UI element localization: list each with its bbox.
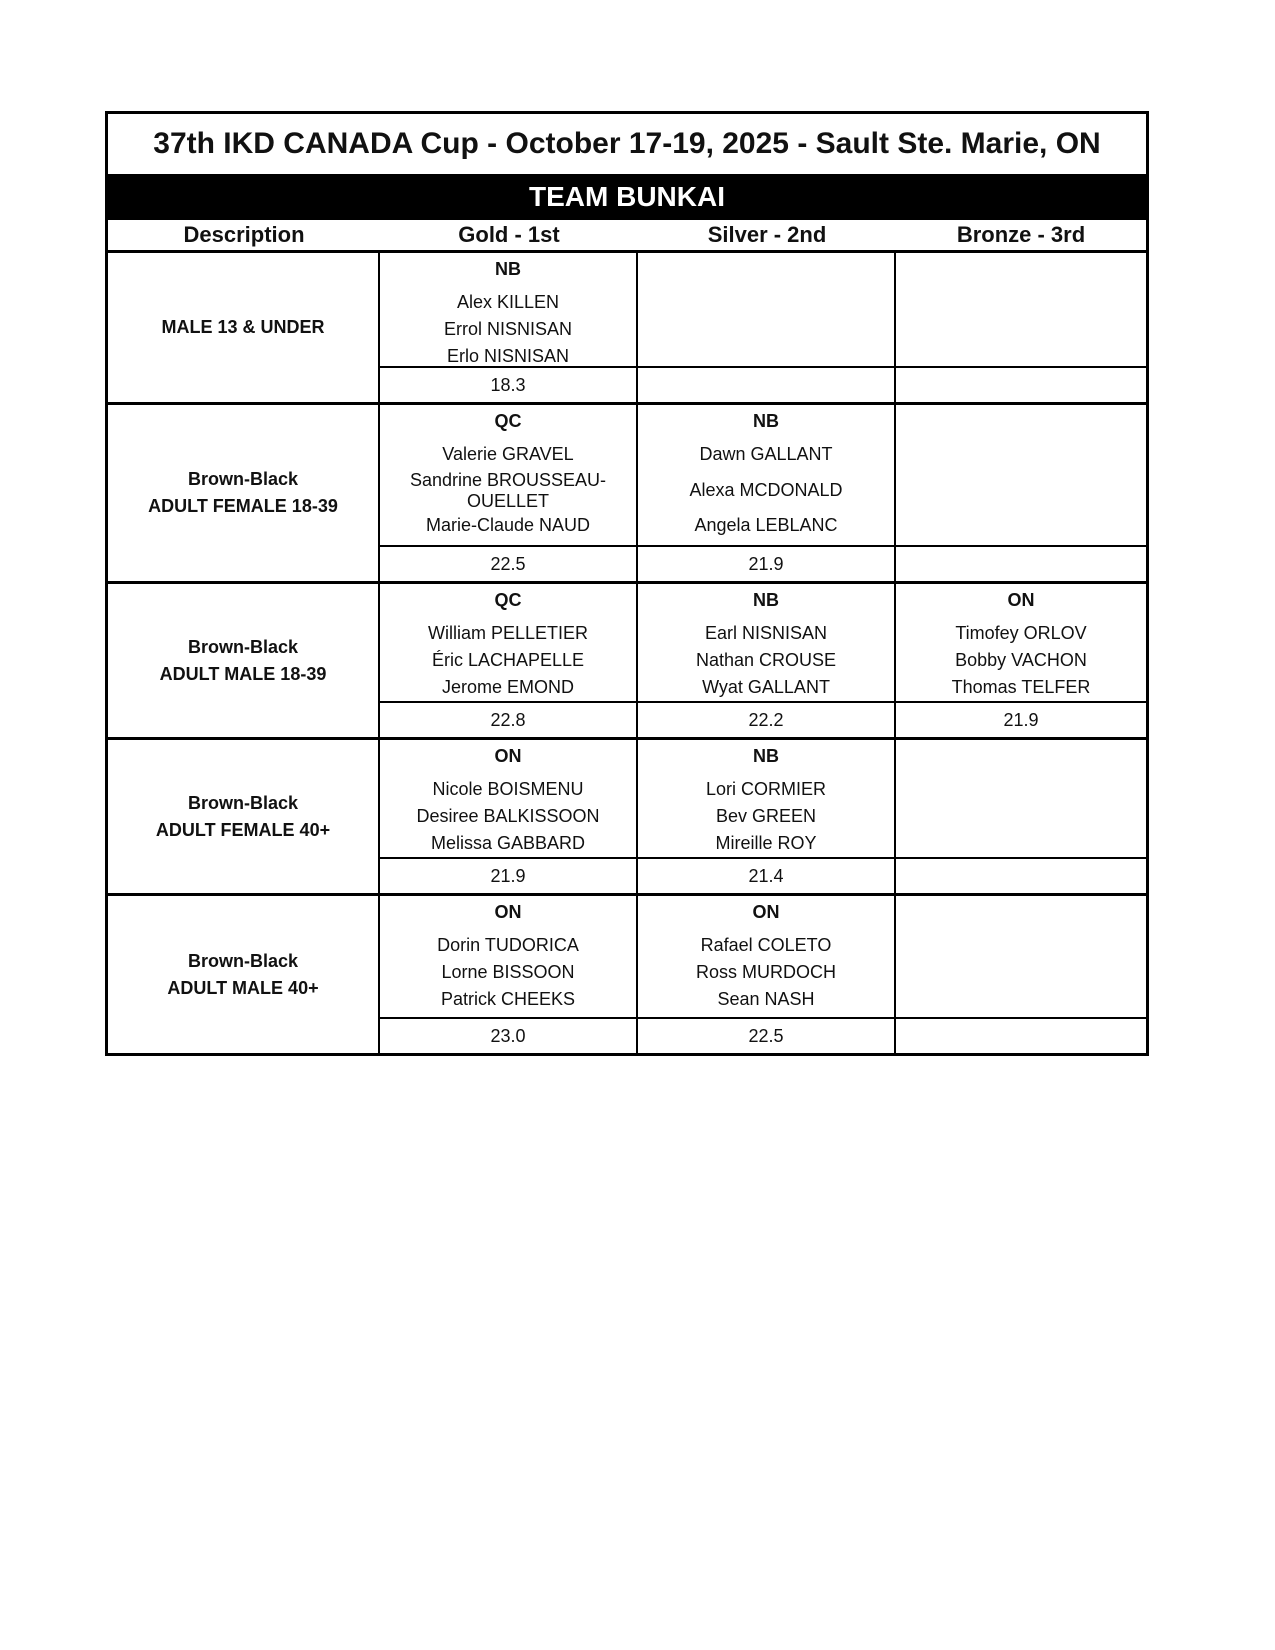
column-header-bronze: Bronze - 3rd — [956, 222, 1086, 247]
silver-score: 22.5 — [638, 1017, 896, 1053]
team-members — [638, 932, 894, 1013]
team-member: Alex KILLEN — [456, 292, 560, 312]
division-belt: Brown-Black — [187, 792, 299, 813]
team-province: NB — [753, 746, 779, 766]
gold-team-cell — [380, 253, 638, 366]
team-province: QC — [494, 411, 522, 431]
team-member: Ross MURDOCH — [695, 962, 836, 982]
bronze-team-cell — [896, 253, 1146, 366]
division-belt: Brown-Black — [187, 636, 299, 657]
team-member — [896, 803, 1146, 830]
team-member: Nicole BOISMENU — [432, 779, 584, 799]
team-members — [638, 441, 894, 539]
team-members — [896, 441, 1146, 522]
event-title: TEAM BUNKAI — [108, 174, 1146, 220]
division-group — [108, 740, 1146, 896]
bronze-score — [896, 545, 1146, 581]
division-group — [108, 253, 1146, 405]
division-description — [108, 253, 380, 402]
gold-score: 21.9 — [380, 857, 638, 893]
division-category: ADULT MALE 40+ — [167, 977, 319, 998]
gold-score: 22.8 — [380, 701, 638, 737]
page-title: 37th IKD CANADA Cup - October 17-19, 2025 - Sault Ste. Marie, ON — [108, 114, 1146, 176]
team-members — [380, 441, 636, 539]
division-category: ADULT FEMALE 40+ — [155, 819, 331, 840]
team-member — [896, 495, 1146, 522]
team-member: Patrick CHEEKS — [440, 989, 576, 1009]
team-member: Erlo NISNISAN — [446, 346, 570, 366]
team-province: NB — [753, 590, 779, 610]
team-member: Angela LEBLANC — [694, 515, 838, 535]
column-header-row — [108, 220, 1146, 253]
team-member: Bobby VACHON — [955, 650, 1087, 670]
bronze-score — [896, 1017, 1146, 1053]
results-table — [105, 111, 1149, 1056]
team-province — [896, 902, 1146, 926]
team-member — [380, 468, 636, 512]
team-province — [896, 746, 1146, 770]
team-member: Rafael COLETO — [700, 935, 832, 955]
team-member — [896, 468, 1146, 495]
gold-team-cell — [380, 584, 638, 701]
bronze-team-cell — [896, 740, 1146, 857]
team-member: Sean NASH — [717, 989, 815, 1009]
team-member — [638, 316, 894, 343]
team-member: William PELLETIER — [427, 623, 589, 643]
team-member: Desiree BALKISSOON — [416, 806, 600, 826]
team-member-line: OUELLET — [466, 491, 550, 511]
division-description — [108, 405, 380, 581]
team-member: Bev GREEN — [715, 806, 817, 826]
division-description — [108, 896, 380, 1053]
team-member: Wyat GALLANT — [702, 677, 830, 697]
team-province: NB — [753, 411, 779, 431]
team-member: Jerome EMOND — [441, 677, 575, 697]
team-member: Thomas TELFER — [951, 677, 1091, 697]
team-member: Nathan CROUSE — [695, 650, 837, 670]
team-member — [896, 316, 1146, 343]
team-member — [896, 289, 1146, 316]
division-description — [108, 584, 380, 737]
team-members — [380, 289, 636, 370]
team-member: Éric LACHAPELLE — [431, 650, 585, 670]
silver-score — [638, 366, 896, 402]
team-province: ON — [752, 902, 780, 922]
team-member: Mireille ROY — [715, 833, 817, 853]
division-group — [108, 405, 1146, 584]
bronze-score — [896, 366, 1146, 402]
column-header-silver: Silver - 2nd — [707, 222, 827, 247]
team-members — [638, 776, 894, 857]
silver-score: 22.2 — [638, 701, 896, 737]
team-province: ON — [494, 746, 522, 766]
gold-team-cell — [380, 896, 638, 1017]
team-member: Dawn GALLANT — [699, 444, 833, 464]
gold-score: 22.5 — [380, 545, 638, 581]
silver-team-cell — [638, 405, 896, 545]
team-members — [896, 932, 1146, 1013]
team-member: Alexa MCDONALD — [689, 480, 843, 500]
column-header-description: Description — [183, 222, 305, 247]
gold-team-cell — [380, 405, 638, 545]
team-member: Valerie GRAVEL — [442, 444, 574, 464]
team-member: Errol NISNISAN — [443, 319, 573, 339]
team-members — [638, 620, 894, 701]
silver-team-cell — [638, 253, 896, 366]
gold-score: 18.3 — [380, 366, 638, 402]
bronze-team-cell — [896, 405, 1146, 545]
division-belt: Brown-Black — [187, 950, 299, 971]
silver-team-cell — [638, 896, 896, 1017]
team-province: QC — [494, 590, 522, 610]
team-member: Lori CORMIER — [705, 779, 826, 799]
team-member — [896, 441, 1146, 468]
team-member — [896, 932, 1146, 959]
bronze-team-cell — [896, 896, 1146, 1017]
team-member: Timofey ORLOV — [955, 623, 1087, 643]
team-member — [896, 959, 1146, 986]
team-member: Earl NISNISAN — [704, 623, 828, 643]
team-member — [638, 289, 894, 316]
team-province — [638, 259, 894, 283]
silver-score: 21.4 — [638, 857, 896, 893]
silver-team-cell — [638, 584, 896, 701]
team-members — [638, 289, 894, 370]
team-member — [896, 986, 1146, 1013]
team-province — [896, 259, 1146, 283]
team-members — [380, 620, 636, 701]
bronze-score — [896, 857, 1146, 893]
team-member: Marie-Claude NAUD — [425, 515, 591, 535]
division-category: ADULT MALE 18-39 — [159, 663, 327, 684]
team-province: NB — [495, 259, 521, 279]
division-group — [108, 584, 1146, 740]
division-belt: Brown-Black — [187, 469, 299, 489]
team-members — [380, 932, 636, 1013]
division-description — [108, 740, 380, 893]
gold-score: 23.0 — [380, 1017, 638, 1053]
team-member: Lorne BISSOON — [441, 962, 575, 982]
team-members — [896, 620, 1146, 701]
team-member — [896, 776, 1146, 803]
team-member — [896, 830, 1146, 857]
team-member: Dorin TUDORICA — [437, 935, 579, 955]
division-category: ADULT FEMALE 18-39 — [148, 496, 338, 516]
column-header-gold: Gold - 1st — [458, 222, 560, 247]
gold-team-cell — [380, 740, 638, 857]
bronze-team-cell — [896, 584, 1146, 701]
silver-team-cell — [638, 740, 896, 857]
team-province — [896, 411, 1146, 435]
division-category: MALE 13 & UNDER — [161, 317, 325, 337]
team-members — [896, 776, 1146, 857]
team-member-line: Sandrine BROUSSEAU- — [409, 470, 607, 490]
team-province: ON — [1007, 590, 1035, 610]
team-members — [380, 776, 636, 857]
team-province: ON — [494, 902, 522, 922]
team-member: Melissa GABBARD — [430, 833, 586, 853]
division-group — [108, 896, 1146, 1053]
silver-score: 21.9 — [638, 545, 896, 581]
team-members — [896, 289, 1146, 370]
bronze-score: 21.9 — [896, 701, 1146, 737]
